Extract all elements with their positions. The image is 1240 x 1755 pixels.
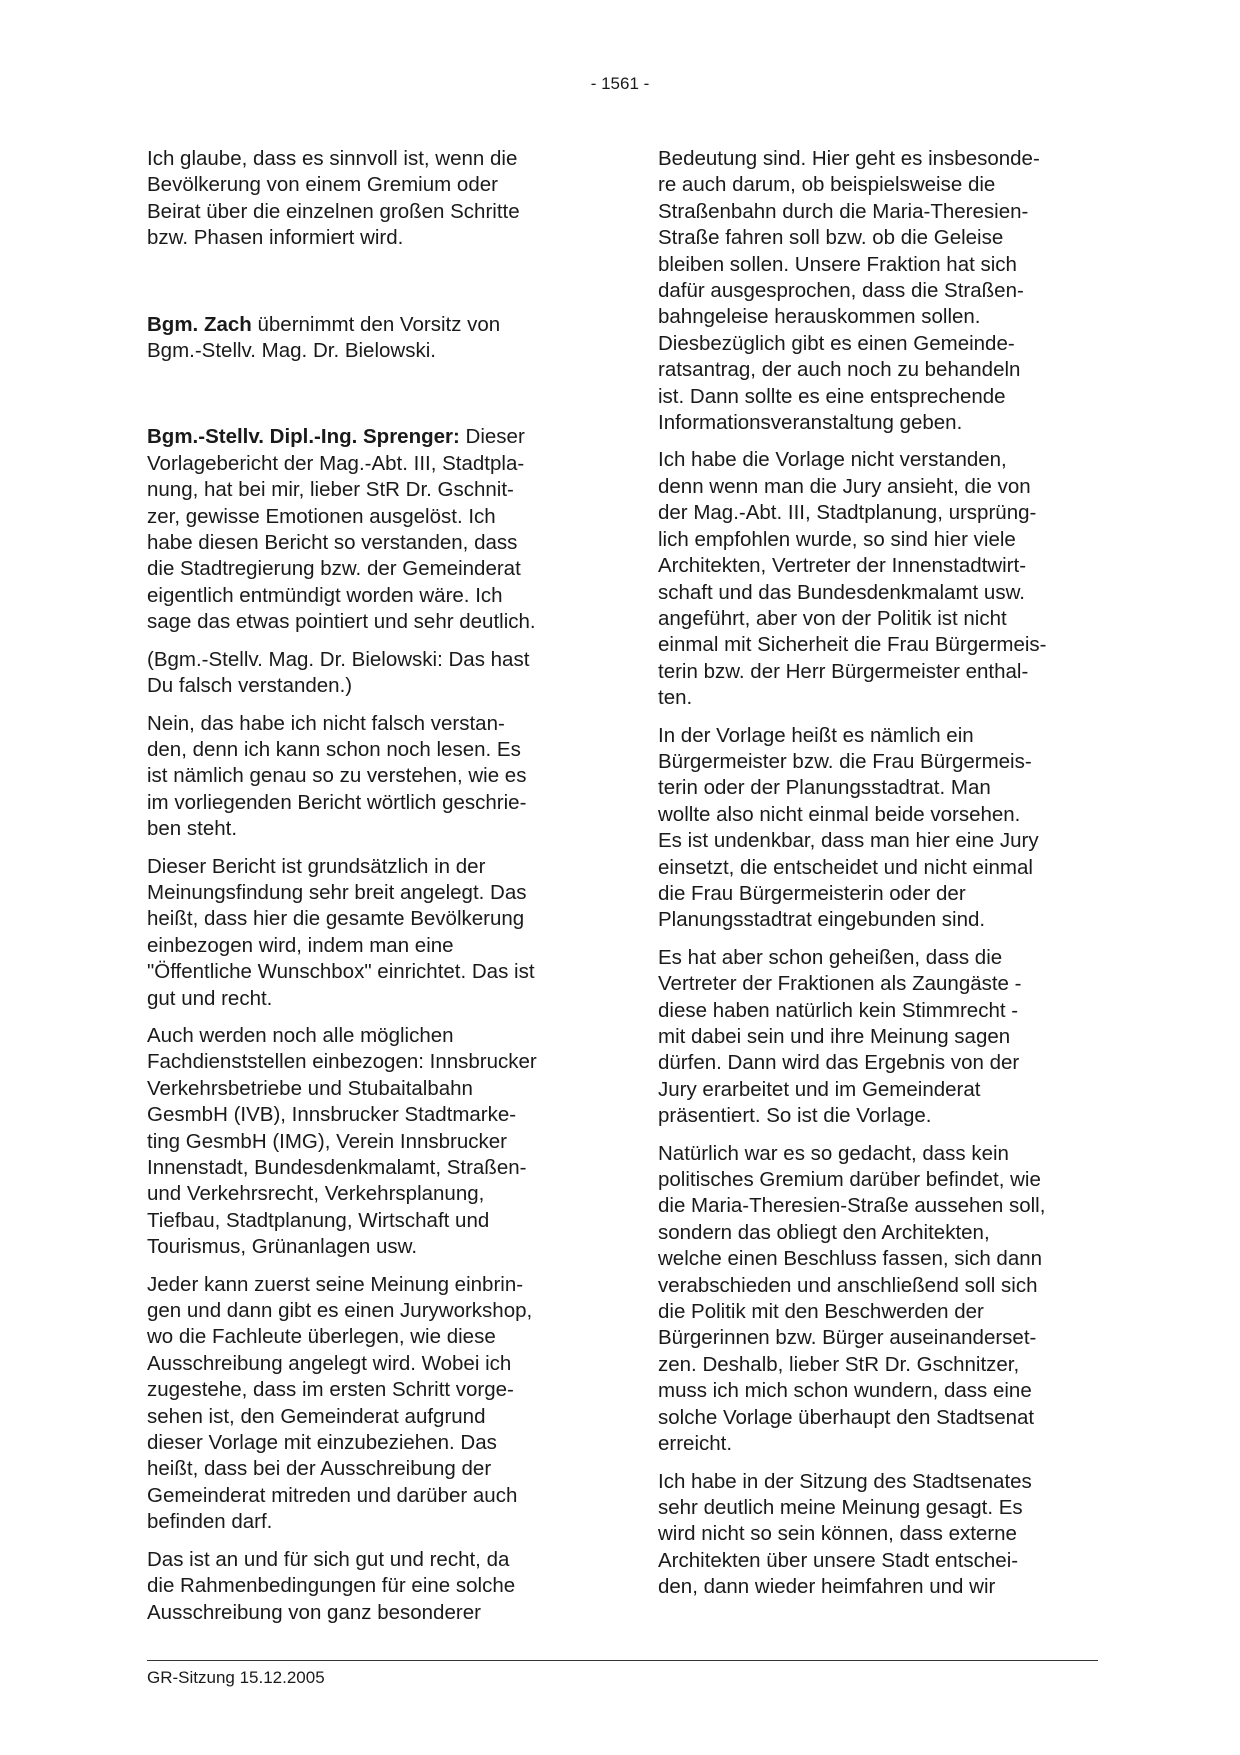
text-line: die Frau Bürgermeisterin oder der xyxy=(658,881,966,905)
text-line: Diesbezüglich gibt es einen Gemeinde- xyxy=(658,331,1015,355)
text-line: ist. Dann sollte es eine entsprechende xyxy=(658,384,1006,408)
paragraph xyxy=(147,1272,597,1536)
text-line: Fachdienststellen einbezogen: Innsbrucker xyxy=(147,1050,537,1074)
text-line: bzw. Phasen informiert wird. xyxy=(147,226,404,250)
text-line: Straße fahren soll bzw. ob die Geleise xyxy=(658,226,1004,250)
text-line: und Verkehrsrecht, Verkehrsplanung, xyxy=(147,1182,485,1206)
text-line: Das ist an und für sich gut und recht, da xyxy=(147,1547,510,1571)
text-line: Tiefbau, Stadtplanung, Wirtschaft und xyxy=(147,1208,490,1232)
text-line: Gemeinderat mitreden und darüber auch xyxy=(147,1483,518,1507)
text-line: Dieser Bericht ist grundsätzlich in der xyxy=(147,854,486,878)
text-line: zen. Deshalb, lieber StR Dr. Gschnitzer, xyxy=(658,1352,1020,1376)
text-line: erreicht. xyxy=(658,1432,733,1456)
text-line: Natürlich war es so gedacht, dass kein xyxy=(658,1141,1009,1165)
text-line: Bgm.-Stellv. Mag. Dr. Bielowski. xyxy=(147,339,436,363)
text-line: zer, gewisse Emotionen ausgelöst. Ich xyxy=(147,504,496,528)
paragraph xyxy=(147,1547,597,1626)
text-line: Beirat über die einzelnen großen Schritte xyxy=(147,199,520,223)
text-line: einsetzt, die entscheidet und nicht einmal xyxy=(658,855,1033,879)
speaker-name: Bgm.-Stellv. Dipl.-Ing. Sprenger: xyxy=(147,425,460,449)
text-line: der Mag.-Abt. III, Stadtplanung, ursprüng- xyxy=(658,501,1037,525)
speaker-name: Bgm. Zach xyxy=(147,312,252,336)
text-line: die Politik mit den Beschwerden der xyxy=(658,1300,984,1324)
text-line xyxy=(147,312,597,338)
text-line: ist nämlich genau so zu verstehen, wie es xyxy=(147,764,527,788)
text-line: sage das etwas pointiert und sehr deutlich. xyxy=(147,610,536,634)
text-line: terin bzw. der Herr Bürgermeister enthal- xyxy=(658,659,1029,683)
text-line: einbezogen wird, indem man eine xyxy=(147,933,454,957)
text-line: wollte also nicht einmal beide vorsehen. xyxy=(658,802,1021,826)
footer-text: GR-Sitzung 15.12.2005 xyxy=(147,1668,325,1687)
paragraph xyxy=(658,1469,1108,1601)
paragraph xyxy=(147,1023,597,1261)
text-line: Ich habe in der Sitzung des Stadtsenates xyxy=(658,1469,1032,1493)
text-line: zugestehe, dass im ersten Schritt vorge- xyxy=(147,1378,514,1402)
text-line: Ich habe die Vorlage nicht verstanden, xyxy=(658,448,1007,472)
text-line: einmal mit Sicherheit die Frau Bürgermeis- xyxy=(658,633,1047,657)
text-line: In der Vorlage heißt es nämlich ein xyxy=(658,723,974,747)
text-line: GesmbH (IVB), Innsbrucker Stadtmarke- xyxy=(147,1103,517,1127)
text-line: Bedeutung sind. Hier geht es insbesonde- xyxy=(658,147,1040,170)
text-line: Es hat aber schon geheißen, dass die xyxy=(658,945,1003,969)
text-line: mit dabei sein und ihre Meinung sagen xyxy=(658,1025,1011,1048)
paragraph xyxy=(147,424,597,635)
text-line: die Maria-Theresien-Straße aussehen soll, xyxy=(658,1194,1046,1218)
text-line: terin oder der Planungsstadtrat. Man xyxy=(658,776,991,800)
paragraph xyxy=(147,854,597,1012)
text-line: Planungsstadtrat eingebunden sind. xyxy=(658,908,986,932)
text-line: gut und recht. xyxy=(147,986,273,1010)
left-column xyxy=(147,146,597,1637)
footer-divider xyxy=(147,1660,1098,1661)
text-line: ratsantrag, der auch noch zu behandeln xyxy=(658,358,1021,382)
text-line: Vertreter der Fraktionen als Zaungäste - xyxy=(658,972,1022,996)
text-line: Verkehrsbetriebe und Stubaitalbahn xyxy=(147,1076,473,1100)
text-line: Ausschreibung von ganz besonderer xyxy=(147,1600,481,1624)
text-line: habe diesen Bericht so verstanden, dass xyxy=(147,531,518,555)
text-line: lich empfohlen wurde, so sind hier viele xyxy=(658,527,1016,551)
text-line: die Stadtregierung bzw. der Gemeinderat xyxy=(147,557,521,581)
text-line: Tourismus, Grünanlagen usw. xyxy=(147,1235,418,1259)
text-line: im vorliegenden Bericht wörtlich geschrie- xyxy=(147,790,527,814)
text-line: dieser Vorlage mit einzubeziehen. Das xyxy=(147,1431,497,1455)
text-line: Bürgermeister bzw. die Frau Bürgermeis- xyxy=(658,749,1032,773)
paragraph xyxy=(147,647,597,700)
text-line: Es ist undenkbar, dass man hier eine Jury xyxy=(658,829,1039,853)
page-number: - 1561 - xyxy=(590,74,650,93)
text-line: verabschieden und anschließend soll sich xyxy=(658,1273,1038,1297)
text-line: die Rahmenbedingungen für eine solche xyxy=(147,1574,516,1598)
text-line: welche einen Beschluss fassen, sich dann xyxy=(658,1247,1043,1271)
text-line: solche Vorlage überhaupt den Stadtsenat xyxy=(658,1405,1035,1429)
text-line: ben steht. xyxy=(147,817,238,841)
text-line: Straßenbahn durch die Maria-Theresien- xyxy=(658,199,1029,223)
text-line: präsentiert. So ist die Vorlage. xyxy=(658,1104,932,1128)
text-line: Du falsch verstanden.) xyxy=(147,674,353,698)
text-fragment: Dieser xyxy=(459,425,525,449)
text-line: befinden darf. xyxy=(147,1510,273,1534)
text-line: Architekten, Vertreter der Innenstadtwirt- xyxy=(658,554,1027,578)
text-line: gen und dann gibt es einen Juryworkshop, xyxy=(147,1299,533,1323)
text-line: "Öffentliche Wunschbox" einrichtet. Das ist xyxy=(147,960,535,984)
paragraph xyxy=(658,945,1108,1130)
paragraph xyxy=(658,146,1108,436)
text-line: Bürgerinnen bzw. Bürger auseinanderset- xyxy=(658,1326,1037,1350)
text-line xyxy=(147,424,597,450)
paragraph xyxy=(147,146,597,252)
text-line: diese haben natürlich kein Stimmrecht - xyxy=(658,998,1019,1022)
text-line: denn wenn man die Jury ansieht, die von xyxy=(658,474,1031,498)
text-line: sehr deutlich meine Meinung gesagt. Es xyxy=(658,1495,1023,1519)
text-line: angeführt, aber von der Politik ist nicht xyxy=(658,606,1007,630)
paragraph xyxy=(147,312,597,365)
text-line: re auch darum, ob beispielsweise die xyxy=(658,173,996,197)
text-fragment: übernimmt den Vorsitz von xyxy=(251,312,501,336)
text-line: den, denn ich kann schon noch lesen. Es xyxy=(147,737,521,761)
text-line: Bevölkerung von einem Gremium oder xyxy=(147,173,498,197)
text-line: Informationsveranstaltung geben. xyxy=(658,411,963,435)
text-line: dafür ausgesprochen, dass die Straßen- xyxy=(658,279,1024,303)
text-line: Jury erarbeitet und im Gemeinderat xyxy=(658,1077,981,1101)
text-line: wo die Fachleute überlegen, wie diese xyxy=(147,1325,496,1349)
paragraph xyxy=(658,723,1108,934)
text-line: heißt, dass bei der Ausschreibung der xyxy=(147,1457,492,1481)
text-line: ting GesmbH (IMG), Verein Innsbrucker xyxy=(147,1129,508,1153)
text-line: den, dann wieder heimfahren und wir xyxy=(658,1575,996,1599)
paragraph xyxy=(147,711,597,843)
paragraph xyxy=(658,1141,1108,1458)
text-line: muss ich mich schon wundern, dass eine xyxy=(658,1379,1032,1403)
text-line: Jeder kann zuerst seine Meinung einbrin- xyxy=(147,1272,524,1296)
text-line: Auch werden noch alle möglichen xyxy=(147,1023,454,1047)
paragraph xyxy=(658,447,1108,711)
text-line: ten. xyxy=(658,686,693,710)
text-line: heißt, dass hier die gesamte Bevölkerung xyxy=(147,907,525,931)
text-line: Architekten über unsere Stadt entschei- xyxy=(658,1548,1019,1572)
text-line: politisches Gremium darüber befindet, wie xyxy=(658,1168,1041,1192)
text-line: Nein, das habe ich nicht falsch verstan- xyxy=(147,711,505,735)
text-line: wird nicht so sein können, dass externe xyxy=(658,1522,1017,1546)
text-line: Vorlagebericht der Mag.-Abt. III, Stadtpla- xyxy=(147,451,525,475)
text-line: bahngeleise herauskommen sollen. xyxy=(658,305,981,329)
text-line: sehen ist, den Gemeinderat aufgrund xyxy=(147,1404,486,1428)
text-line: dürfen. Dann wird das Ergebnis von der xyxy=(658,1051,1020,1075)
text-line: sondern das obliegt den Architekten, xyxy=(658,1220,990,1244)
text-line: eigentlich entmündigt worden wäre. Ich xyxy=(147,583,503,607)
text-line: Innenstadt, Bundesdenkmalamt, Straßen- xyxy=(147,1156,527,1179)
right-column xyxy=(658,146,1108,1612)
text-line: bleiben sollen. Unsere Fraktion hat sich xyxy=(658,252,1017,276)
text-line: nung, hat bei mir, lieber StR Dr. Gschnit- xyxy=(147,478,514,502)
text-line: Meinungsfindung sehr breit angelegt. Das xyxy=(147,880,527,904)
text-line: Ich glaube, dass es sinnvoll ist, wenn die xyxy=(147,147,518,170)
text-line: (Bgm.-Stellv. Mag. Dr. Bielowski: Das hast xyxy=(147,647,530,671)
text-line: schaft und das Bundesdenkmalamt usw. xyxy=(658,580,1025,604)
text-line: Ausschreibung angelegt wird. Wobei ich xyxy=(147,1351,512,1375)
